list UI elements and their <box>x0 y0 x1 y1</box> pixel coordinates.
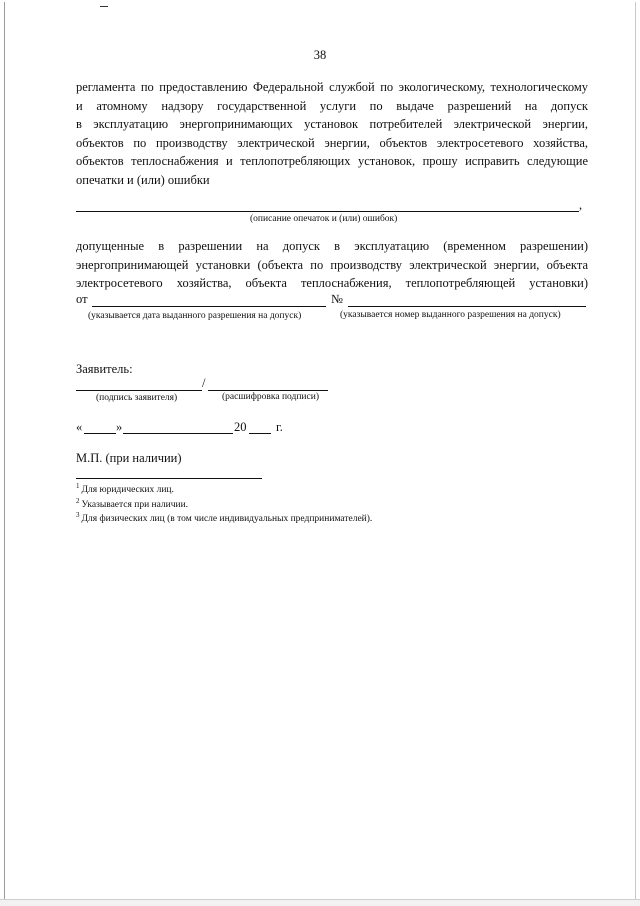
year-field[interactable] <box>249 433 271 434</box>
footnote-text: Для юридических лиц. <box>81 485 174 495</box>
month-field[interactable] <box>123 433 233 434</box>
permit-line: допущенные в разрешении на допуск в эксплуатацию (временном разрешении) <box>76 239 588 253</box>
signature-decoding-field[interactable] <box>208 390 328 391</box>
footnote-1 <box>76 482 174 495</box>
footnote-text: Указывается при наличии. <box>81 500 189 510</box>
errata-description-field[interactable] <box>76 211 579 212</box>
day-field[interactable] <box>84 433 116 434</box>
footnote-mark: 3 <box>76 511 80 519</box>
intro-line: опечатки и (или) ошибки <box>76 172 210 187</box>
footnote-mark: 2 <box>76 497 80 505</box>
page-number: 38 <box>313 48 327 62</box>
footnote-3 <box>76 511 372 524</box>
year-suffix: г. <box>276 420 283 434</box>
signature-field[interactable] <box>76 390 202 391</box>
footnote-2 <box>76 497 188 510</box>
intro-line: и атомному надзору государственной услуги по выдаче разрешений на допуск <box>76 98 588 113</box>
date-close-quote: » <box>116 420 123 434</box>
intro-line: в эксплуатацию энергопринимающих установок потребителей электрической энергии, <box>76 117 588 132</box>
seal-label: М.П. (при наличии) <box>76 451 182 465</box>
footnote-text: Для физических лиц (в том числе индивидуальных предпринимателей). <box>81 514 373 524</box>
intro-line: объектов теплоснабжения и теплопотребляющих установок, прошу исправить следующие <box>76 154 588 169</box>
decoding-caption: (расшифровка подписи) <box>222 392 319 402</box>
from-label: от <box>76 292 88 306</box>
permit-line: энергопринимающей установки (объекта по производству электрической энергии, объекта <box>76 257 588 272</box>
footnote-separator <box>76 478 262 479</box>
errata-caption: (описание опечаток и (или) ошибок) <box>250 214 398 224</box>
signature-slash: / <box>202 376 206 390</box>
number-label: № <box>331 292 343 306</box>
date-caption: (указывается дата выданного разрешения на допуск) <box>88 311 302 321</box>
scan-mark <box>100 6 108 7</box>
year-prefix: 20 <box>234 420 247 434</box>
date-open-quote: « <box>76 420 83 434</box>
number-caption: (указывается номер выданного разрешения на допуск) <box>340 310 561 320</box>
intro-line: регламента по предоставлению Федеральной службой по экологическому, технологическому <box>76 80 588 94</box>
intro-paragraph <box>76 78 588 190</box>
intro-line: объектов по производству электрической энергии, объектов электросетевого хозяйства, <box>76 135 588 150</box>
permit-number-field[interactable] <box>348 306 586 307</box>
permit-date-field[interactable] <box>92 306 326 307</box>
footnote-mark: 1 <box>76 482 80 490</box>
applicant-label: Заявитель: <box>76 362 133 376</box>
errata-line-comma: , <box>579 198 583 212</box>
signature-caption: (подпись заявителя) <box>96 393 178 403</box>
permit-line: электросетевого хозяйства, объекта теплоснабжения, теплопотребляющей установки) <box>76 276 588 291</box>
permit-paragraph <box>76 237 588 293</box>
